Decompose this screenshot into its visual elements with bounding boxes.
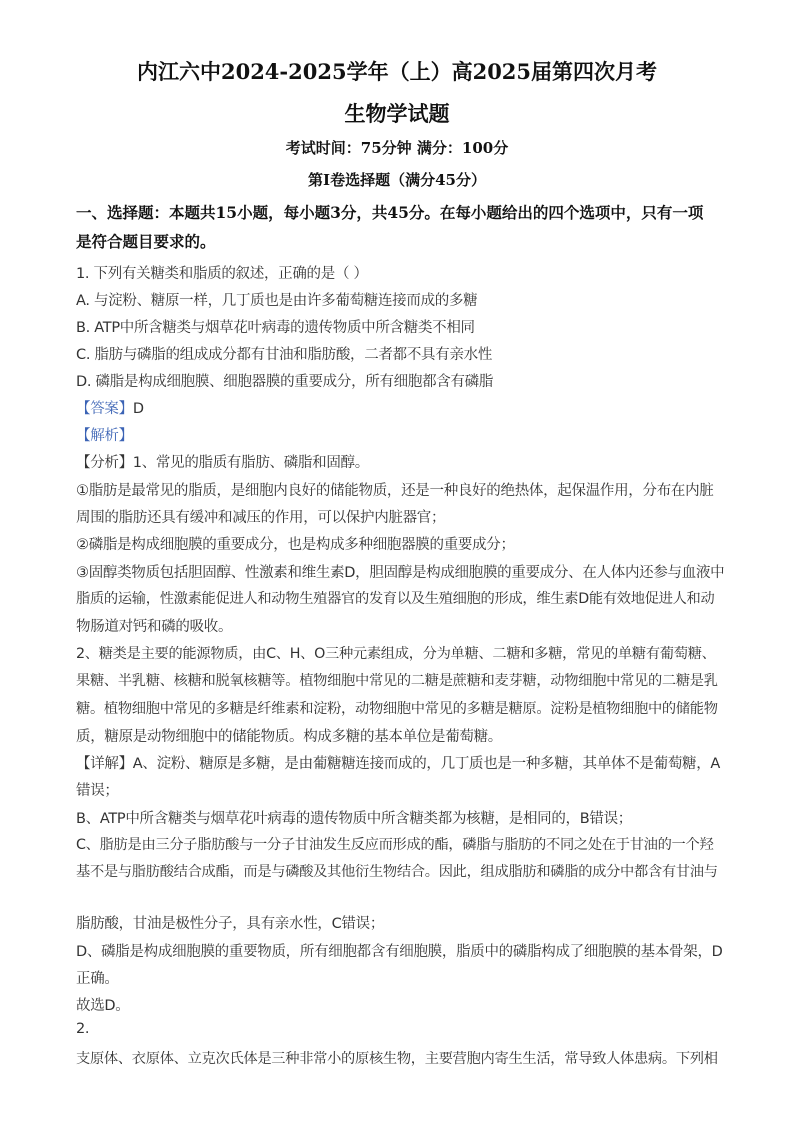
analysis-line: ③固醇类物质包括胆固醇、性激素和维生素D，胆固醇是构成细胞膜的重要成分、在人体内还参与血液中 [76,565,725,581]
exam-title: 内江六中2024-2025学年（上）高2025届第四次月考 [136,59,658,84]
detail-line: 正确。 [76,971,119,987]
detail-line: 脂肪酸，甘油是极性分子，具有亲水性，C错误； [76,916,385,932]
question-2-stem: 支原体、衣原体、立克次氏体是三种非常小的原核生物，主要营胞内寄生生活，常导致人体患病。下列相 [76,1051,718,1067]
analysis-line: 物肠道对钙和磷的吸收。 [76,619,233,635]
analysis-tag: 【解析】 [76,428,133,444]
section-heading: 第Ⅰ卷选择题（满分45分） [308,171,486,189]
detail-line: 基不是与脂肪酸结合成酯，而是与磷酸及其他衍生物结合。因此，组成脂肪和磷脂的成分中都含有甘油与 [76,864,718,880]
analysis-line: 周围的脂肪还具有缓冲和减压的作用，可以保护内脏器官； [76,510,446,526]
question-1-option-a: A. 与淀粉、糖原一样，几丁质也是由许多葡萄糖连接而成的多糖 [76,293,478,309]
question-2-number: 2. [76,1021,90,1037]
exam-subtitle: 生物学试题 [344,101,450,126]
analysis-line: 质，糖原是动物细胞中的储能物质。构成多糖的基本单位是葡萄糖。 [76,729,502,745]
question-1-option-b: B. ATP中所含糖类与烟草花叶病毒的遗传物质中所含糖类不相同 [76,320,475,336]
instructions-line-2: 是符合题目要求的。 [76,232,216,251]
answer-tag: 【答案】 [76,401,133,417]
answer-line [76,397,724,418]
question-1-option-d: D. 磷脂是构成细胞膜、细胞器膜的重要成分，所有细胞都含有磷脂 [76,374,494,390]
analysis-line: ①脂肪是最常见的脂质，是细胞内良好的储能物质，还是一种良好的绝热体，起保温作用，分布在内脏 [76,483,714,499]
analysis-line: 脂质的运输，性激素能促进人和动物生殖器官的发育以及生殖细胞的形成，维生素D能有效地促进人和动 [76,591,715,607]
analysis-line: 【分析】1、常见的脂质有脂肪、磷脂和固醇。 [76,455,369,471]
detail-line: 错误； [76,783,119,799]
detail-line: D、磷脂是构成细胞膜的重要物质，所有细胞都含有细胞膜，脂质中的磷脂构成了细胞膜的基本骨架，D [76,944,723,960]
detail-line: 【详解】A、淀粉、糖原是多糖，是由葡糖糖连接而成的，几丁质也是一种多糖，其单体不是葡萄糖，A [76,756,721,772]
instructions-line-1: 一、选择题：本题共15小题，每小题3分，共45分。在每小题给出的四个选项中，只有一项 [76,203,704,222]
analysis-line: ②磷脂是构成细胞膜的重要成分，也是构成多种细胞器膜的重要成分； [76,537,515,553]
analysis-line: 果糖、半乳糖、核糖和脱氧核糖等。植物细胞中常见的二糖是蔗糖和麦芽糖，动物细胞中常见的二糖是乳 [76,673,718,689]
analysis-line: 糖。植物细胞中常见的多糖是纤维素和淀粉，动物细胞中常见的多糖是糖原。淀粉是植物细胞中的储能物 [76,701,718,717]
analysis-line: 2、糖类是主要的能源物质，由C、H、O三种元素组成，分为单糖、二糖和多糖，常见的单糖有葡萄糖、 [76,646,716,662]
conclusion-line: 故选D。 [76,998,130,1014]
detail-line: B、ATP中所含糖类与烟草花叶病毒的遗传物质中所含糖类都为核糖，是相同的，B错误； [76,811,632,827]
exam-info: 考试时间：75分钟 满分：100分 [285,139,509,157]
question-1-option-c: C. 脂肪与磷脂的组成成分都有甘油和脂肪酸，二者都不具有亲水性 [76,347,493,363]
question-1-stem: 1. 下列有关糖类和脂质的叙述，正确的是（ ） [76,266,368,282]
answer-value: D [132,401,144,417]
detail-line: C、脂肪是由三分子脂肪酸与一分子甘油发生反应而形成的酯，磷脂与脂肪的不同之处在于甘油的一个羟 [76,837,714,853]
